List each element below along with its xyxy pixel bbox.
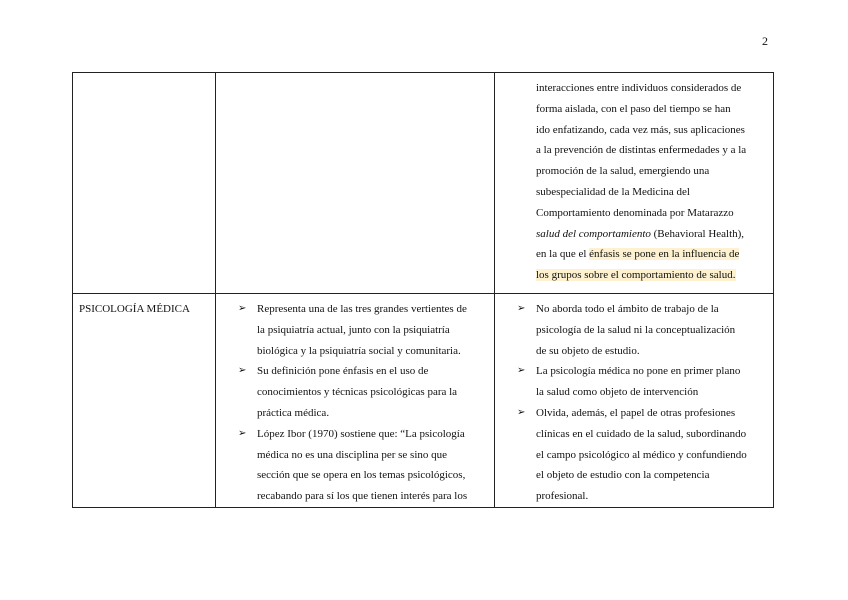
bullet-item bbox=[238, 424, 490, 507]
bullet-text-line: médica no es una disciplina per se sino que bbox=[257, 448, 448, 461]
bullet-text-line: sección que se opera en los temas psicológicos, bbox=[257, 469, 466, 482]
bullet-list bbox=[216, 294, 494, 507]
arrowhead-bullet-icon: ➢ bbox=[517, 365, 526, 377]
table-cell-row1-col1 bbox=[73, 73, 216, 294]
text-line: promoción de la salud, emergiendo una bbox=[536, 165, 710, 178]
table-cell-row2-col2 bbox=[216, 294, 495, 508]
bullet-text-line: profesional. bbox=[536, 490, 589, 503]
bullet-text-line: recabando para sí los que tienen interés para los bbox=[257, 490, 468, 503]
bullet-text-line: la psiquiatría actual, junto con la psiquiatría bbox=[257, 323, 450, 336]
highlighted-text: los grupos sobre el comportamiento de salud. bbox=[536, 269, 736, 282]
italic-term: salud del comportamiento bbox=[536, 227, 651, 240]
text-line: Comportamiento denominada por Matarazzo bbox=[536, 206, 734, 219]
bullet-text-line: biológica y la psiquiatría social y comunitaria. bbox=[257, 344, 461, 357]
bullet-item bbox=[238, 361, 490, 423]
text-line: en la que el énfasis se pone en la influencia de bbox=[536, 248, 740, 261]
table-row bbox=[73, 294, 774, 508]
bullet-text-line: la salud como objeto de intervención bbox=[536, 386, 699, 399]
row-heading: PSICOLOGÍA MÉDICA bbox=[79, 303, 190, 315]
bullet-text-line: práctica médica. bbox=[257, 406, 330, 419]
table-cell-row1-col3 bbox=[495, 73, 774, 294]
arrowhead-bullet-icon: ➢ bbox=[517, 303, 526, 314]
arrowhead-bullet-icon: ➢ bbox=[238, 303, 247, 314]
bullet-text-line: Olvida, además, el papel de otras profesiones bbox=[536, 406, 736, 419]
bullet-text-line: Su definición pone énfasis en el uso de bbox=[257, 365, 429, 378]
bullet-text-line: La psicología médica no pone en primer plano bbox=[536, 365, 741, 378]
text-line: forma aislada, con el paso del tiempo se han bbox=[536, 102, 731, 115]
table-row bbox=[73, 73, 774, 294]
arrowhead-bullet-icon: ➢ bbox=[238, 365, 247, 377]
bullet-item bbox=[517, 403, 769, 507]
bullet-text-line: psicología de la salud ni la conceptualización bbox=[536, 323, 736, 336]
text-line: a la prevención de distintas enfermedades y a la bbox=[536, 144, 747, 157]
bullet-item bbox=[517, 361, 769, 403]
bullet-text-line: clínicas en el cuidado de la salud, subordinando bbox=[536, 427, 747, 440]
table-cell-row2-col1 bbox=[73, 294, 216, 508]
text-line: interacciones entre individuos considerados de bbox=[536, 82, 742, 94]
page-number: 2 bbox=[762, 34, 768, 48]
text-line: subespecialidad de la Medicina del bbox=[536, 185, 690, 198]
bullet-text-line: No aborda todo el ámbito de trabajo de la bbox=[536, 303, 719, 315]
text-line bbox=[536, 265, 767, 286]
comparison-table bbox=[72, 72, 774, 508]
arrowhead-bullet-icon: ➢ bbox=[517, 406, 526, 418]
table-cell-row2-col3 bbox=[495, 294, 774, 508]
arrowhead-bullet-icon: ➢ bbox=[238, 427, 247, 439]
bullet-text-line: López Ibor (1970) sostiene que: “La psicología bbox=[257, 427, 465, 440]
text-line: ido enfatizando, cada vez más, sus aplicaciones bbox=[536, 123, 745, 136]
bullet-item bbox=[238, 299, 490, 361]
table-cell-row1-col2 bbox=[216, 73, 495, 294]
bullet-item bbox=[517, 299, 769, 361]
bullet-text-line: Representa una de las tres grandes vertientes de bbox=[257, 303, 467, 315]
bullet-list bbox=[495, 294, 773, 507]
highlighted-text: énfasis se pone en la influencia de bbox=[589, 248, 740, 261]
bullet-text-line: conocimientos y técnicas psicológicas para la bbox=[257, 386, 458, 399]
bullet-text-line: el campo psicológico al médico y confundiendo bbox=[536, 448, 747, 461]
text-line: salud del comportamiento (Behavioral Health), bbox=[536, 227, 745, 240]
bullet-text-line: el objeto de estudio con la competencia bbox=[536, 469, 710, 482]
bullet-text-line: de su objeto de estudio. bbox=[536, 344, 640, 357]
cell-text-block bbox=[495, 73, 773, 286]
